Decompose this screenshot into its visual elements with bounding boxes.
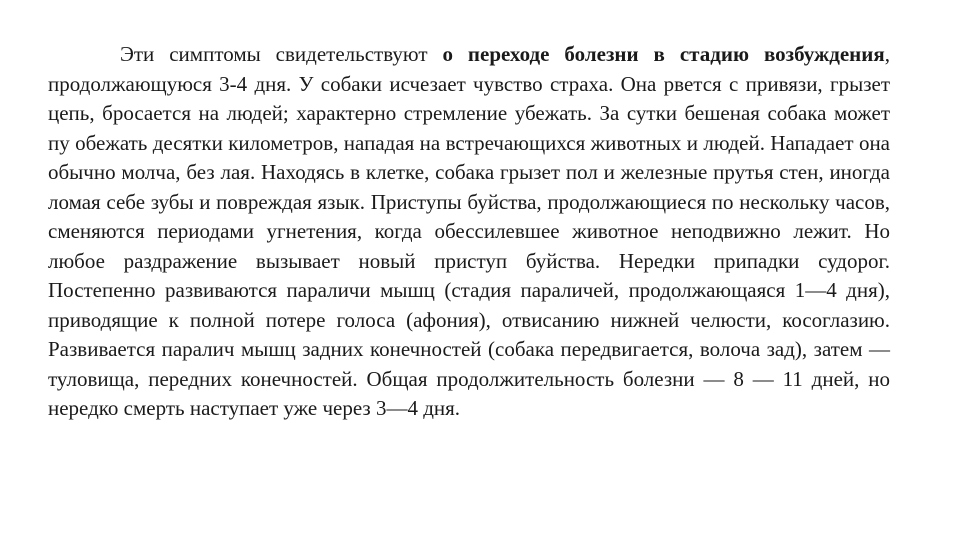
- paragraph-body: , продолжающуюся 3-4 дня. У собаки исчезает чувство страха. Она рвется с привязи, грызет цепь, бросается на людей; характерно стремление убежать. За сутки бешеная собака может пу обежать десятки километров, нападая на встречающихся животных и людей. Нападает она обычно молча, без лая. Находясь в клетке, собака грызет пол и железные прутья стен, иногда ломая себе зубы и повреждая язык. Приступы буйства, продолжающиеся по нескольку часов, сменяются периодами угнетения, когда обессилевшее животное неподвижно лежит. Но любое раздражение вызывает новый приступ буйства. Нередки припадки судорог. Постепенно развиваются параличи мышц (стадия параличей, продолжающаяся 1—4 дня), приводящие к полной потере голоса (афония), отвисанию нижней челюсти, косоглазию. Развивается паралич мышц задних конечностей (собака передвигается, волоча зад), затем — туловища, передних конечностей. Общая продолжительность болезни — 8 — 11 дней, но нередко смерть наступает уже через 3—4 дня.: [48, 42, 890, 420]
- paragraph-intro: Эти симптомы свидетельствуют: [120, 42, 443, 66]
- paragraph-bold-phrase: о переходе болезни в стадию возбуждения: [442, 42, 885, 66]
- body-paragraph: [48, 40, 890, 424]
